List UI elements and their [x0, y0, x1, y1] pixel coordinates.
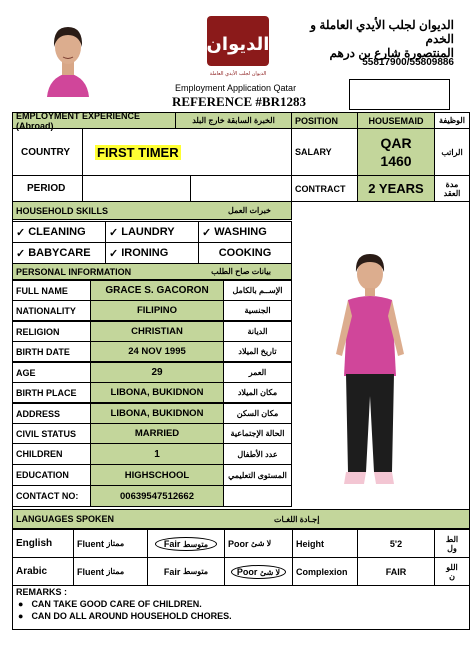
personal-row-label: NATIONALITY [12, 300, 91, 321]
skill-laundry-label: LAUNDRY [121, 226, 175, 238]
lang-arabic-fluent [73, 557, 148, 586]
salary-amount: 1460 [380, 153, 412, 169]
remarks-heading: REMARKS : [16, 587, 67, 597]
period-to [190, 175, 292, 202]
skill-washing [198, 221, 292, 243]
height-arabic-2: ول [447, 543, 457, 553]
contract-arabic-2: العقد [443, 188, 461, 198]
personal-row-value: HIGHSCHOOL [90, 464, 224, 486]
skill-ironing [105, 242, 199, 264]
check-icon: ✓ [202, 226, 212, 239]
personal-row-label: BIRTH PLACE [12, 382, 91, 403]
country-label: COUNTRY [12, 128, 83, 176]
employment-heading-arabic: الخبرة السابقة خارج البلد [175, 112, 292, 129]
personal-row-value: GRACE S. GACORON [90, 280, 224, 301]
logo-text: الديوان [206, 34, 270, 55]
personal-row-label: CIVIL STATUS [12, 423, 91, 444]
personal-row-arabic: العمر [223, 362, 292, 383]
country-cell [82, 128, 292, 176]
check-icon: ✓ [16, 247, 26, 260]
personal-row-label: CHILDREN [12, 443, 91, 465]
languages-heading-label: LANGUAGES SPOKEN [16, 514, 115, 524]
position-arabic: الوظيفة [434, 112, 470, 129]
salary-value [357, 128, 435, 176]
personal-row-label: ADDRESS [12, 403, 91, 424]
period-from [82, 175, 191, 202]
complexion-arabic-2: ن [449, 571, 455, 581]
skill-laundry [105, 221, 199, 243]
fair-label: Fair [163, 538, 181, 549]
employment-heading: EMPLOYMENT EXPERIENCE (Abroad) [12, 112, 176, 129]
lang-english-fair [147, 529, 225, 558]
height-value: 5'2 [357, 529, 435, 558]
skill-cleaning-label: CLEANING [28, 226, 86, 238]
position-label: POSITION [291, 112, 358, 129]
personal-row-value: 1 [90, 443, 224, 465]
skill-washing-label: WASHING [214, 226, 267, 238]
personal-row-arabic: تاريخ الميلاد [223, 341, 292, 362]
company-name-arabic [296, 18, 454, 60]
skill-babycare [12, 242, 106, 264]
personal-row-value: MARRIED [90, 423, 224, 444]
reference-number: REFERENCE #BR1283 [172, 94, 306, 109]
fair-arabic: متوسط [182, 567, 209, 576]
personal-row-arabic: الإســم بالكامل [223, 280, 292, 301]
application-title: Employment Application Qatar [175, 83, 297, 93]
lang-english-poor [224, 529, 293, 558]
skills-heading-label: HOUSEHOLD SKILLS [16, 205, 109, 216]
salary-currency: QAR [380, 135, 412, 151]
personal-row-arabic: الجنسية [223, 300, 292, 321]
contract-arabic-1: مدة [445, 179, 459, 189]
country-value: FIRST TIMER [97, 144, 179, 160]
skill-cooking-label: COOKING [218, 247, 272, 259]
complexion-label: Complexion [292, 557, 358, 586]
poor-label: Poor [228, 538, 249, 549]
personal-row-label: CONTACT NO: [12, 485, 91, 507]
lang-arabic-fair [147, 557, 225, 586]
personal-row-arabic: المستوى التعليمي [223, 464, 292, 486]
personal-row-arabic: الديانة [223, 321, 292, 342]
personal-row-arabic: مكان السكن [223, 403, 292, 424]
personal-row-value: 24 NOV 1995 [90, 341, 224, 362]
fair-label: Fair [163, 566, 181, 577]
lang-english-label: English [12, 529, 74, 558]
personal-row-value: LIBONA, BUKIDNON [90, 382, 224, 403]
company-logo [205, 12, 271, 78]
fair-arabic: متوسط [182, 539, 209, 549]
personal-row-label: EDUCATION [12, 464, 91, 486]
applicant-headshot [33, 15, 103, 97]
english-fair-selected-oval [155, 537, 217, 551]
fluent-label: Fluent [77, 566, 104, 577]
fluent-arabic: ممتاز [106, 567, 125, 576]
personal-row-label: FULL NAME [12, 280, 91, 301]
period-label: PERIOD [12, 175, 83, 202]
company-name-line1: الديوان لجلب الأيدي العاملة و الخدم [310, 18, 454, 46]
personal-heading-arabic: بيانات صاح الطلب [211, 267, 271, 276]
check-icon: ✓ [109, 247, 119, 260]
languages-heading [12, 509, 470, 529]
personal-row-arabic [223, 485, 292, 507]
arabic-poor-selected-oval [231, 565, 286, 579]
lang-arabic-poor [224, 557, 293, 586]
poor-arabic: لا شئ [251, 539, 272, 548]
salary-arabic: الراتب [434, 128, 470, 176]
personal-row-arabic: عدد الأطفال [223, 443, 292, 465]
personal-row-label: BIRTH DATE [12, 341, 91, 362]
complexion-value: FAIR [357, 557, 435, 586]
remarks-list [18, 598, 232, 622]
height-label: Height [292, 529, 358, 558]
logo-subtext: الديوان لجلب الأيدي العاملة [209, 71, 267, 77]
applicant-full-body-photo [300, 236, 430, 496]
height-arabic [434, 529, 470, 558]
contract-value: 2 YEARS [357, 175, 435, 202]
personal-row-label: RELIGION [12, 321, 91, 342]
personal-row-arabic: مكان الميلاد [223, 382, 292, 403]
lang-arabic-label: Arabic [12, 557, 74, 586]
skill-ironing-label: IRONING [121, 247, 169, 259]
company-address: المنتصورة شارع بن درهم [329, 46, 454, 60]
personal-row-value: CHRISTIAN [90, 321, 224, 342]
personal-heading-label: PERSONAL INFORMATION [16, 266, 132, 277]
lang-english-fluent [73, 529, 148, 558]
personal-row-arabic: الحالة الإجتماعية [223, 423, 292, 444]
fluent-label: Fluent [77, 538, 104, 549]
personal-row-value: FILIPINO [90, 300, 224, 321]
contract-arabic [434, 175, 470, 202]
personal-row-label: AGE [12, 362, 91, 383]
remark-item: ● CAN DO ALL AROUND HOUSEHOLD CHORES. [18, 610, 232, 622]
salary-label: SALARY [291, 128, 358, 176]
remark-item: ● CAN TAKE GOOD CARE OF CHILDREN. [18, 598, 232, 610]
position-value: HOUSEMAID [357, 112, 435, 129]
personal-row-value: 29 [90, 362, 224, 383]
complexion-arabic [434, 557, 470, 586]
personal-row-value: LIBONA, BUKIDNON [90, 403, 224, 424]
check-icon: ✓ [109, 226, 119, 239]
skills-heading-arabic: خبرات العمل [228, 206, 271, 215]
personal-row-value: 00639547512662 [90, 485, 224, 507]
skill-cleaning [12, 221, 106, 243]
check-icon: ✓ [16, 226, 26, 239]
height-arabic-1: الط [445, 534, 459, 544]
poor-arabic: لا شئ [259, 567, 281, 577]
poor-label: Poor [236, 566, 258, 577]
company-phones: 55817900/55809886 [362, 57, 454, 68]
skill-babycare-label: BABYCARE [28, 247, 91, 259]
languages-heading-arabic: إجـادة اللغـات [274, 514, 320, 524]
fluent-arabic: ممتاز [106, 539, 125, 548]
skill-cooking [198, 242, 292, 264]
skills-heading [12, 201, 292, 220]
complexion-arabic-1: اللو [446, 562, 458, 572]
contract-label: CONTRACT [291, 175, 358, 202]
personal-heading [12, 263, 292, 280]
blank-header-box [349, 79, 450, 110]
